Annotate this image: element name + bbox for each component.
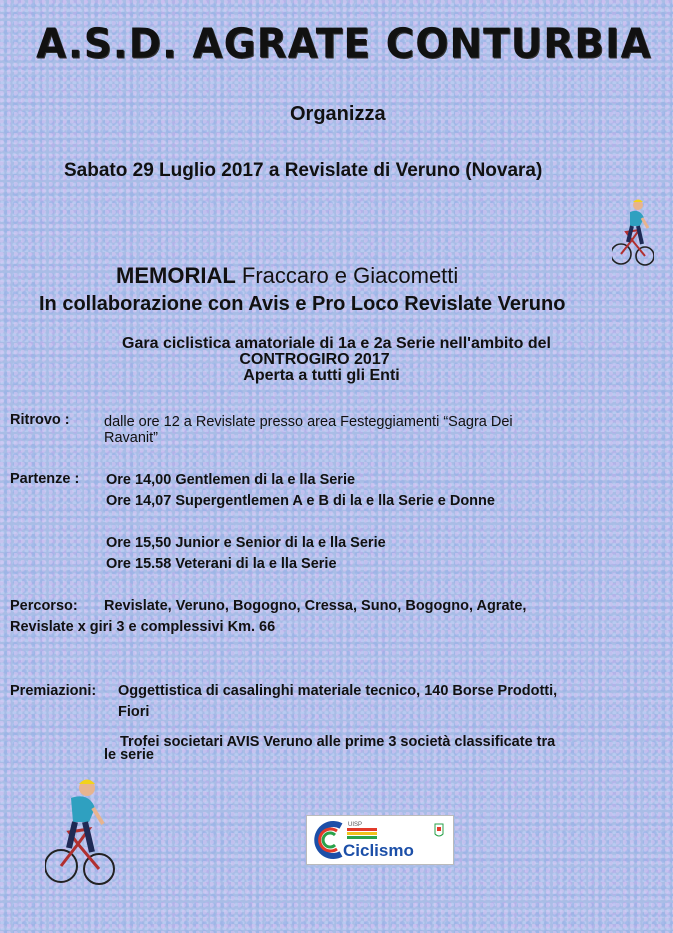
cyclist-illustration-bottom [45,774,115,889]
partenza-item: Ore 14,00 Gentlemen di la e lla Serie [106,472,356,488]
premiazioni-line3: Trofei societari AVIS Veruno alle prime 3 società classificate tra [120,734,556,750]
premiazioni-label: Premiazioni: [10,683,97,699]
percorso-label: Percorso: [10,598,78,614]
partenza-item: Ore 14,07 Supergentlemen A e B di la e lla Serie e Donne [106,493,495,509]
race-description-line1: Gara ciclistica amatoriale di 1a e 2a Serie nell'ambito del [122,335,551,352]
page-title: A.S.D. AGRATE CONTURBIA [36,20,652,69]
premiazioni-line1: Oggettistica di casalinghi materiale tecnico, 140 Borse Prodotti, [118,683,558,699]
premiazioni-line2: Fiori [118,704,150,720]
ciclismo-logo-mark [307,816,453,864]
partenze-label: Partenze : [10,471,80,487]
percorso-line2: Revislate x giri 3 e complessivi Km. 66 [10,619,276,635]
race-description-line2: CONTROGIRO 2017 [239,351,390,368]
collaboration-line: In collaborazione con Avis e Pro Loco Revislate Veruno [39,293,566,315]
event-date: Sabato 29 Luglio 2017 a Revislate di Veruno (Novara) [64,160,543,181]
partenza-item: Ore 15.58 Veterani di la e lla Serie [106,556,337,572]
percorso-line1: Revislate, Veruno, Bogogno, Cressa, Suno, Bogogno, Agrate, [104,598,527,614]
premiazioni-line4: le serie [104,747,154,763]
race-description-line3: Aperta a tutti gli Enti [243,367,400,384]
cyclist-illustration-top [612,196,654,268]
race-description [0,336,673,384]
memorial-title [116,263,458,289]
organizza-heading: Organizza [290,103,386,125]
partenza-item: Ore 15,50 Junior e Senior di la e lla Serie [106,535,386,551]
ritrovo-label: Ritrovo : [10,412,70,428]
memorial-label: MEMORIAL [116,263,236,288]
memorial-names: Fraccaro e Giacometti [241,263,459,288]
ritrovo-line2: Ravanit” [104,430,158,446]
logo-wordmark: Ciclismo [343,841,414,860]
ritrovo-line1: dalle ore 12 a Revislate presso area Festeggiamenti “Sagra Dei [104,414,513,430]
logo-small-text: UISP [348,822,363,828]
uisp-ciclismo-logo [306,815,454,865]
